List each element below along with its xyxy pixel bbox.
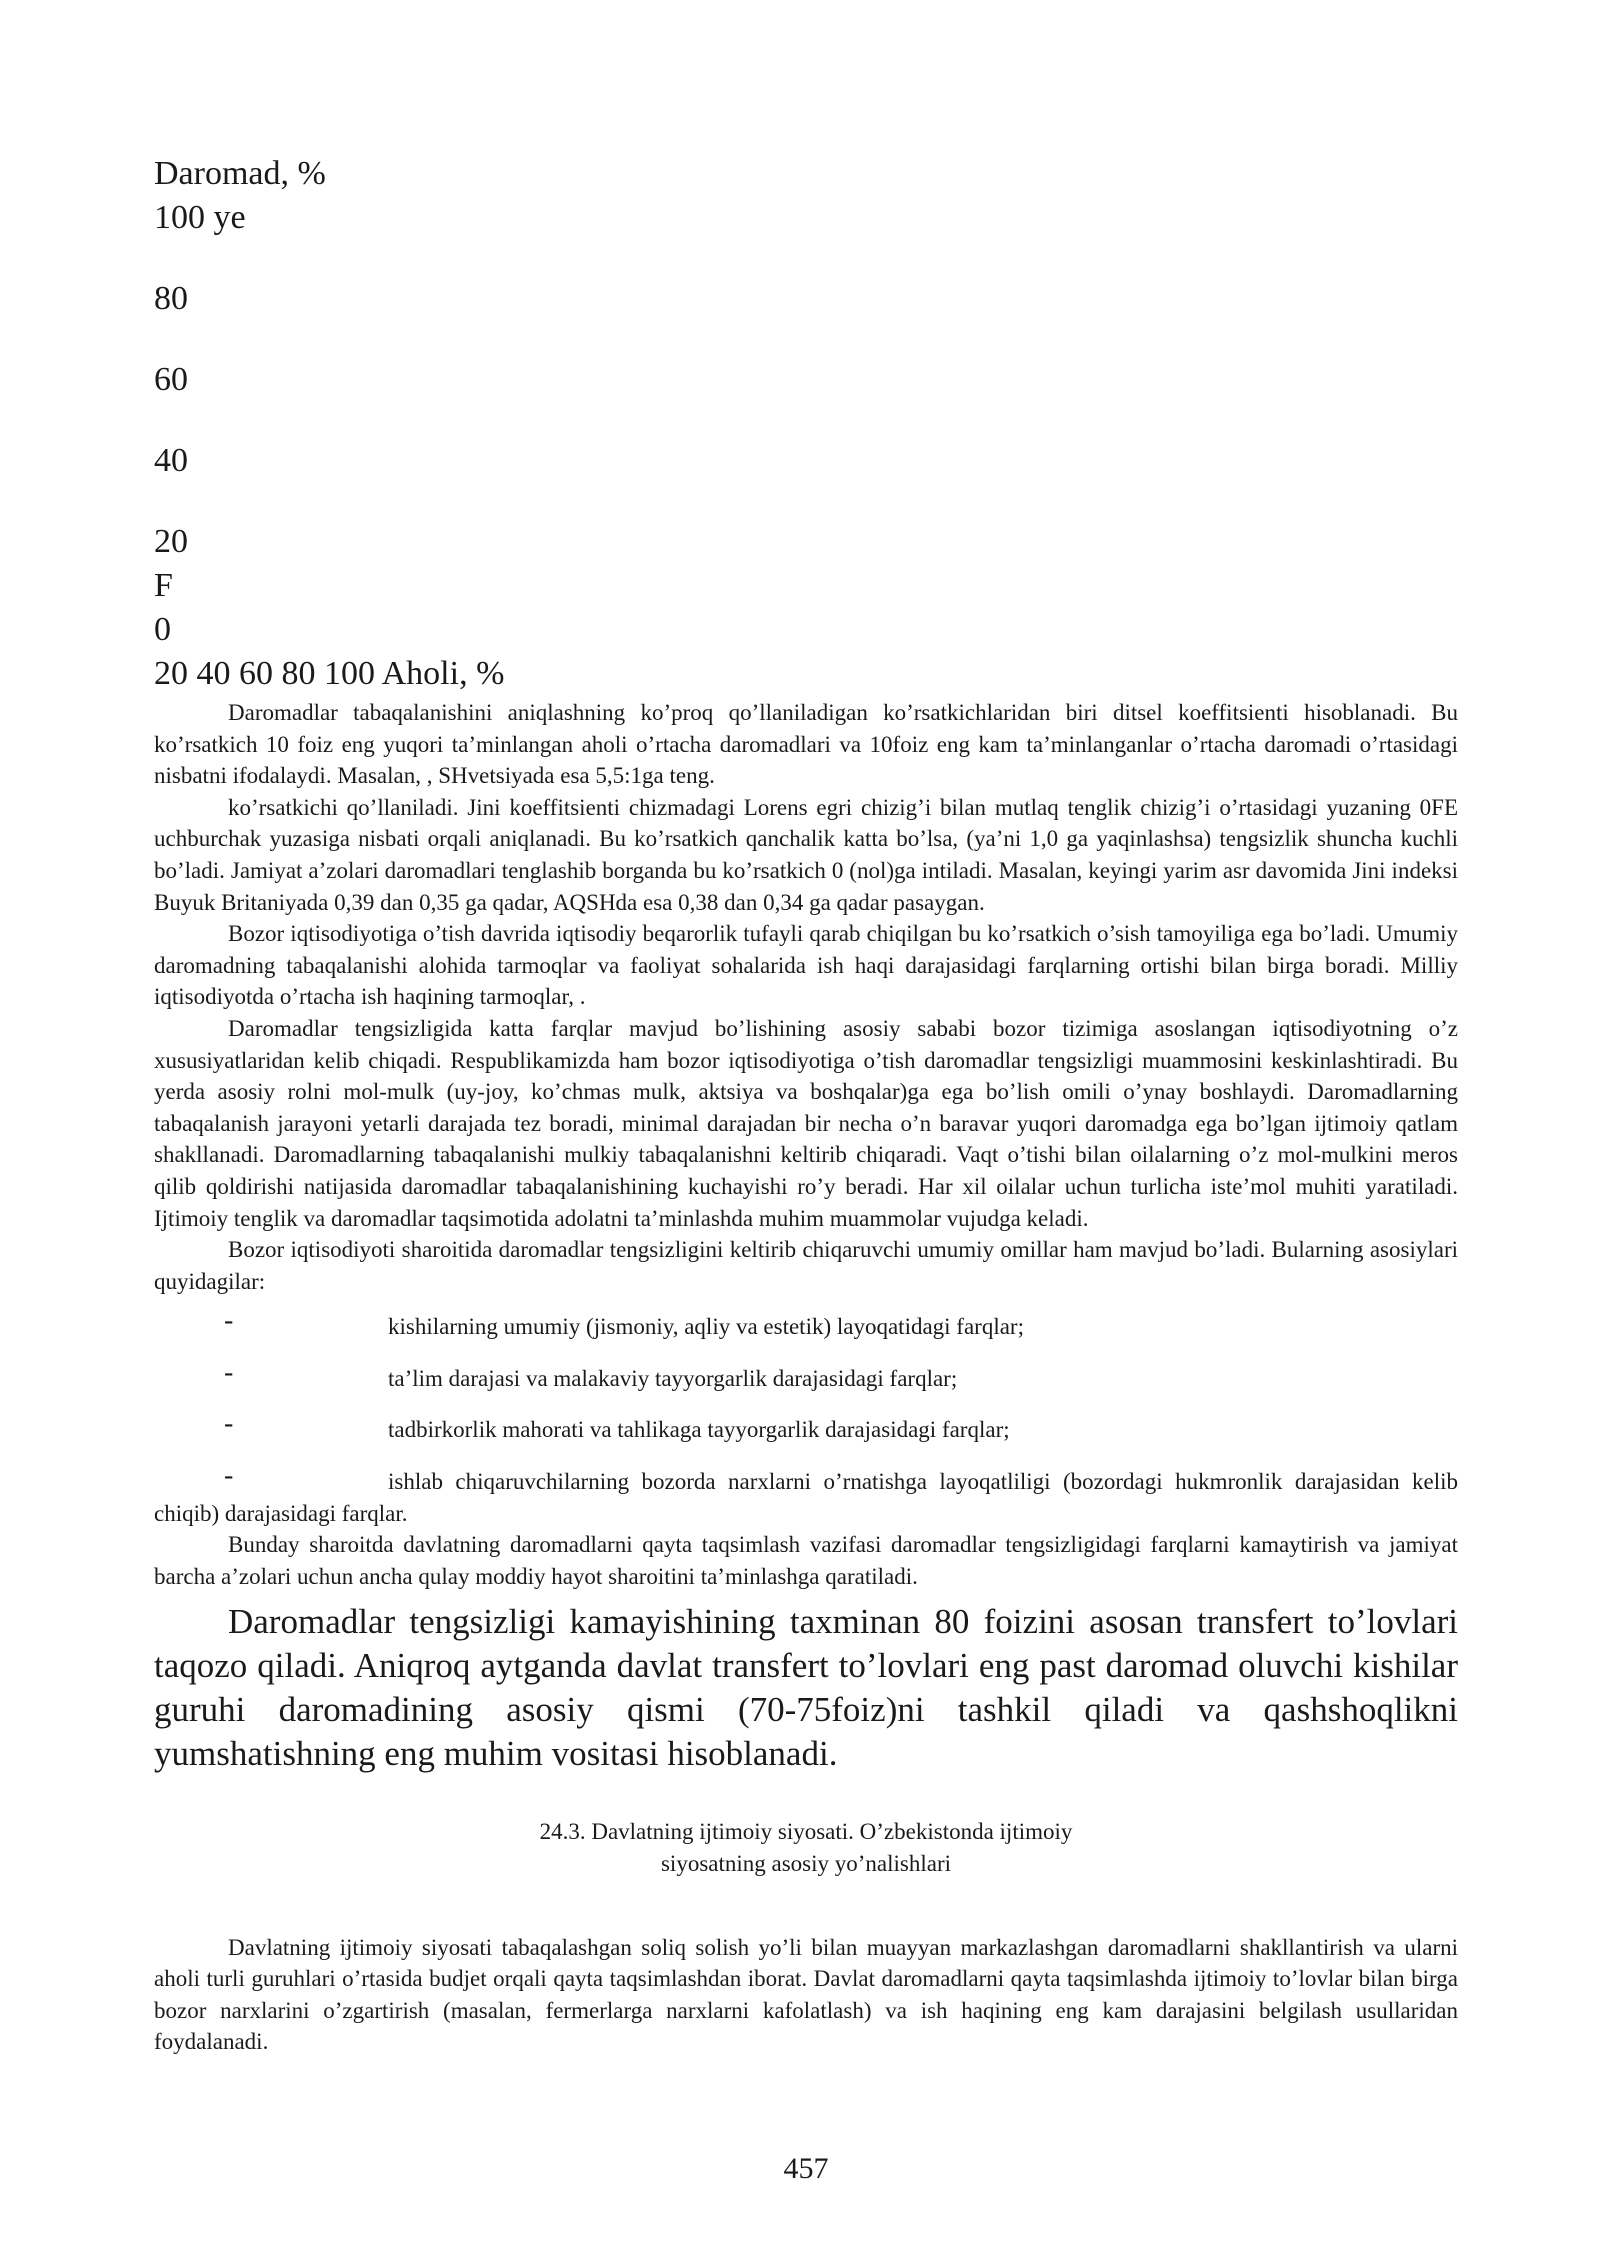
bullet-dash: - (224, 1356, 234, 1388)
y-tick-60: 60 (154, 361, 188, 398)
x-axis-labels: 20 40 60 80 100 Aholi, % (154, 655, 505, 692)
y-tick-20: 20 (154, 523, 188, 560)
paragraph: ko’rsatkichi qo’llaniladi. Jini koeffitsienti chizmadagi Lorens egri chizig’i bilan mutlaq tenglik chizig’i o’rtasidagi yuzaning 0FE uchburchak yuzasiga nisbati orqali aniqlanadi. Bu ko’rsatkich qanchalik katta bo’lsa, (ya’ni 1,0 ga yaqinlashsa) tengsizlik shuncha kuchli bo’ladi. Jamiyat a’zolari daromadlari tenglashib borganda bu ko’rsatkich 0 (nol)ga intiladi. Masalan, keyingi yarim asr davomida Jini indeksi Buyuk Britaniyada 0,39 dan 0,35 ga qadar, AQSHda esa 0,38 dan 0,34 ga qadar pasaygan. (154, 794, 1458, 915)
paragraph: Daromadlar tengsizligida katta farqlar mavjud bo’lishining asosiy sababi bozor tizimiga asoslangan iqtisodiyotning o’z xususiyatlaridan kelib chiqadi. Respublikamizda ham bozor iqtisodiyotiga o’tish daromadlar tengsizligi muammosini keskinlashtiradi. Bu yerda asosiy rolni mol-mulk (uy-joy, ko’chmas mulk, aktsiya va boshqalar)ga ega bo’lish omili o’ynay boshlaydi. Daromadlarning tabaqalanish jarayoni yetarli darajada tez boradi, minimal darajadan bir necha o’n baravar yuqori daromadga ega bo’lgan ijtimoiy qatlam shakllanadi. Daromadlarning tabaqalanishi mulkiy tabaqalanishni keltirib chiqaradi. Vaqt o’tishi bilan oilalarning o’z mol-mulkini meros qilib qoldirishi natijasida daromadlar tabaqalanishining kuchayishi ro’y beradi. Har xil oilalar uchun turlicha iste’mol muhiti yaratiladi. Ijtimoiy tenglik va daromadlar taqsimotida adolatni ta’minlashda muhim muammolar vujudga keladi. (154, 1015, 1458, 1231)
list-item-text: kishilarning umumiy (jismoniy, aqliy va estetik) layoqatidagi farqlar; (388, 1314, 1024, 1340)
list-item (154, 1305, 1458, 1343)
point-f-label: F (154, 567, 173, 604)
bullet-dash: - (224, 1408, 234, 1440)
bullet-dash: - (224, 1305, 234, 1337)
bullet-dash: - (224, 1460, 234, 1492)
paragraph: Daromadlar tabaqalanishini aniqlashning ko’proq qo’llaniladigan ko’rsatkichlaridan biri ditsel koeffitsienti hisoblanadi. Bu ko’rsatkich 10 foiz eng yuqori ta’minlangan aholi o’rtacha daromadlari va 10foiz eng kam ta’minlanganlar o’rtacha daromadi o’rtasidagi nisbatni ifodalaydi. Masalan, , SHvetsiyada esa 5,5:1ga teng. (154, 700, 1458, 789)
paragraph: Bozor iqtisodiyotiga o’tish davrida iqtisodiy beqarorlik tufayli qarab chiqilgan bu ko’rsatkich o’sish tamoyiliga ega bo’ladi. Umumiy daromadning tabaqalanishi alohida tarmoqlar va faoliyat sohalarida ish haqi darajasidagi farqlarning ortishi bilan birga boradi. Milliy iqtisodiyotda o’rtacha ish haqining tarmoqlar, . (154, 921, 1458, 1010)
list-item-text: tadbirkorlik mahorati va tahlikaga tayyorgarlik darajasidagi farqlar; (388, 1417, 1010, 1443)
section-heading-line: 24.3. Davlatning ijtimoiy siyosati. O’zbekistonda ijtimoiy (539, 1819, 1073, 1845)
bullet-list (154, 1305, 1458, 1529)
chart-axis-labels (154, 152, 1458, 696)
list-item-text: ishlab chiqaruvchilarning bozorda narxlarni o’rnatishga layoqatliligi (bozordagi hukmronlik darajasidan kelib chiqib) darajasidagi farqlar. (154, 1469, 1458, 1526)
section-heading (154, 1816, 1458, 1879)
list-item (154, 1408, 1458, 1446)
y-axis-title: Daromad, % (154, 155, 326, 192)
y-tick-80: 80 (154, 280, 188, 317)
paragraph: Bunday sharoitda davlatning daromadlarni qayta taqsimlash vazifasi daromadlar tengsizligidagi farqlarni kamaytirish va jamiyat barcha a’zolari uchun ancha qulay moddiy hayot sharoitini ta’minlashga qaratiladi. (154, 1532, 1458, 1589)
body-text (154, 697, 1458, 2058)
list-item (154, 1356, 1458, 1395)
list-item-text: ta’lim darajasi va malakaviy tayyorgarlik darajasidagi farqlar; (388, 1365, 958, 1391)
paragraph: Bozor iqtisodiyoti sharoitida daromadlar tengsizligini keltirib chiqaruvchi umumiy omillar ham mavjud bo’ladi. Bularning asosiylari quyidagilar: (154, 1237, 1458, 1294)
list-item (154, 1460, 1458, 1529)
paragraph: Davlatning ijtimoiy siyosati tabaqalashgan soliq solish yo’li bilan muayyan markazlashgan daromadlarni shakllantirish va ularni aholi turli guruhlari o’rtasida budjet orqali qayta taqsimlashdan iborat. Davlat daromadlarni qayta taqsimlashda ijtimoiy to’lovlar bilan birga bozor narxlarini o’zgartirish (masalan, fermerlarga narxlarni kafolatlash) va ish haqining eng kam darajasini belgilash usullaridan foydalanadi. (154, 1934, 1458, 2055)
y-tick-0: 0 (154, 611, 171, 648)
emphasized-paragraph: Daromadlar tengsizligi kamayishining taxminan 80 foizini asosan transfert to’lovlari taqozo qiladi. Aniqroq aytganda davlat transfert to’lovlari eng past daromad oluvchi kishilar guruhi daromadining asosiy qismi (70-75foiz)ni tashkil qiladi va qashshoqlikni yumshatishning eng muhim vositasi hisoblanadi. (154, 1602, 1458, 1774)
page-number: 457 (783, 2152, 829, 2185)
section-heading-line: siyosatning asosiy yo’nalishlari (660, 1851, 952, 1877)
y-tick-40: 40 (154, 442, 188, 479)
y-tick-100: 100 ye (154, 199, 246, 236)
